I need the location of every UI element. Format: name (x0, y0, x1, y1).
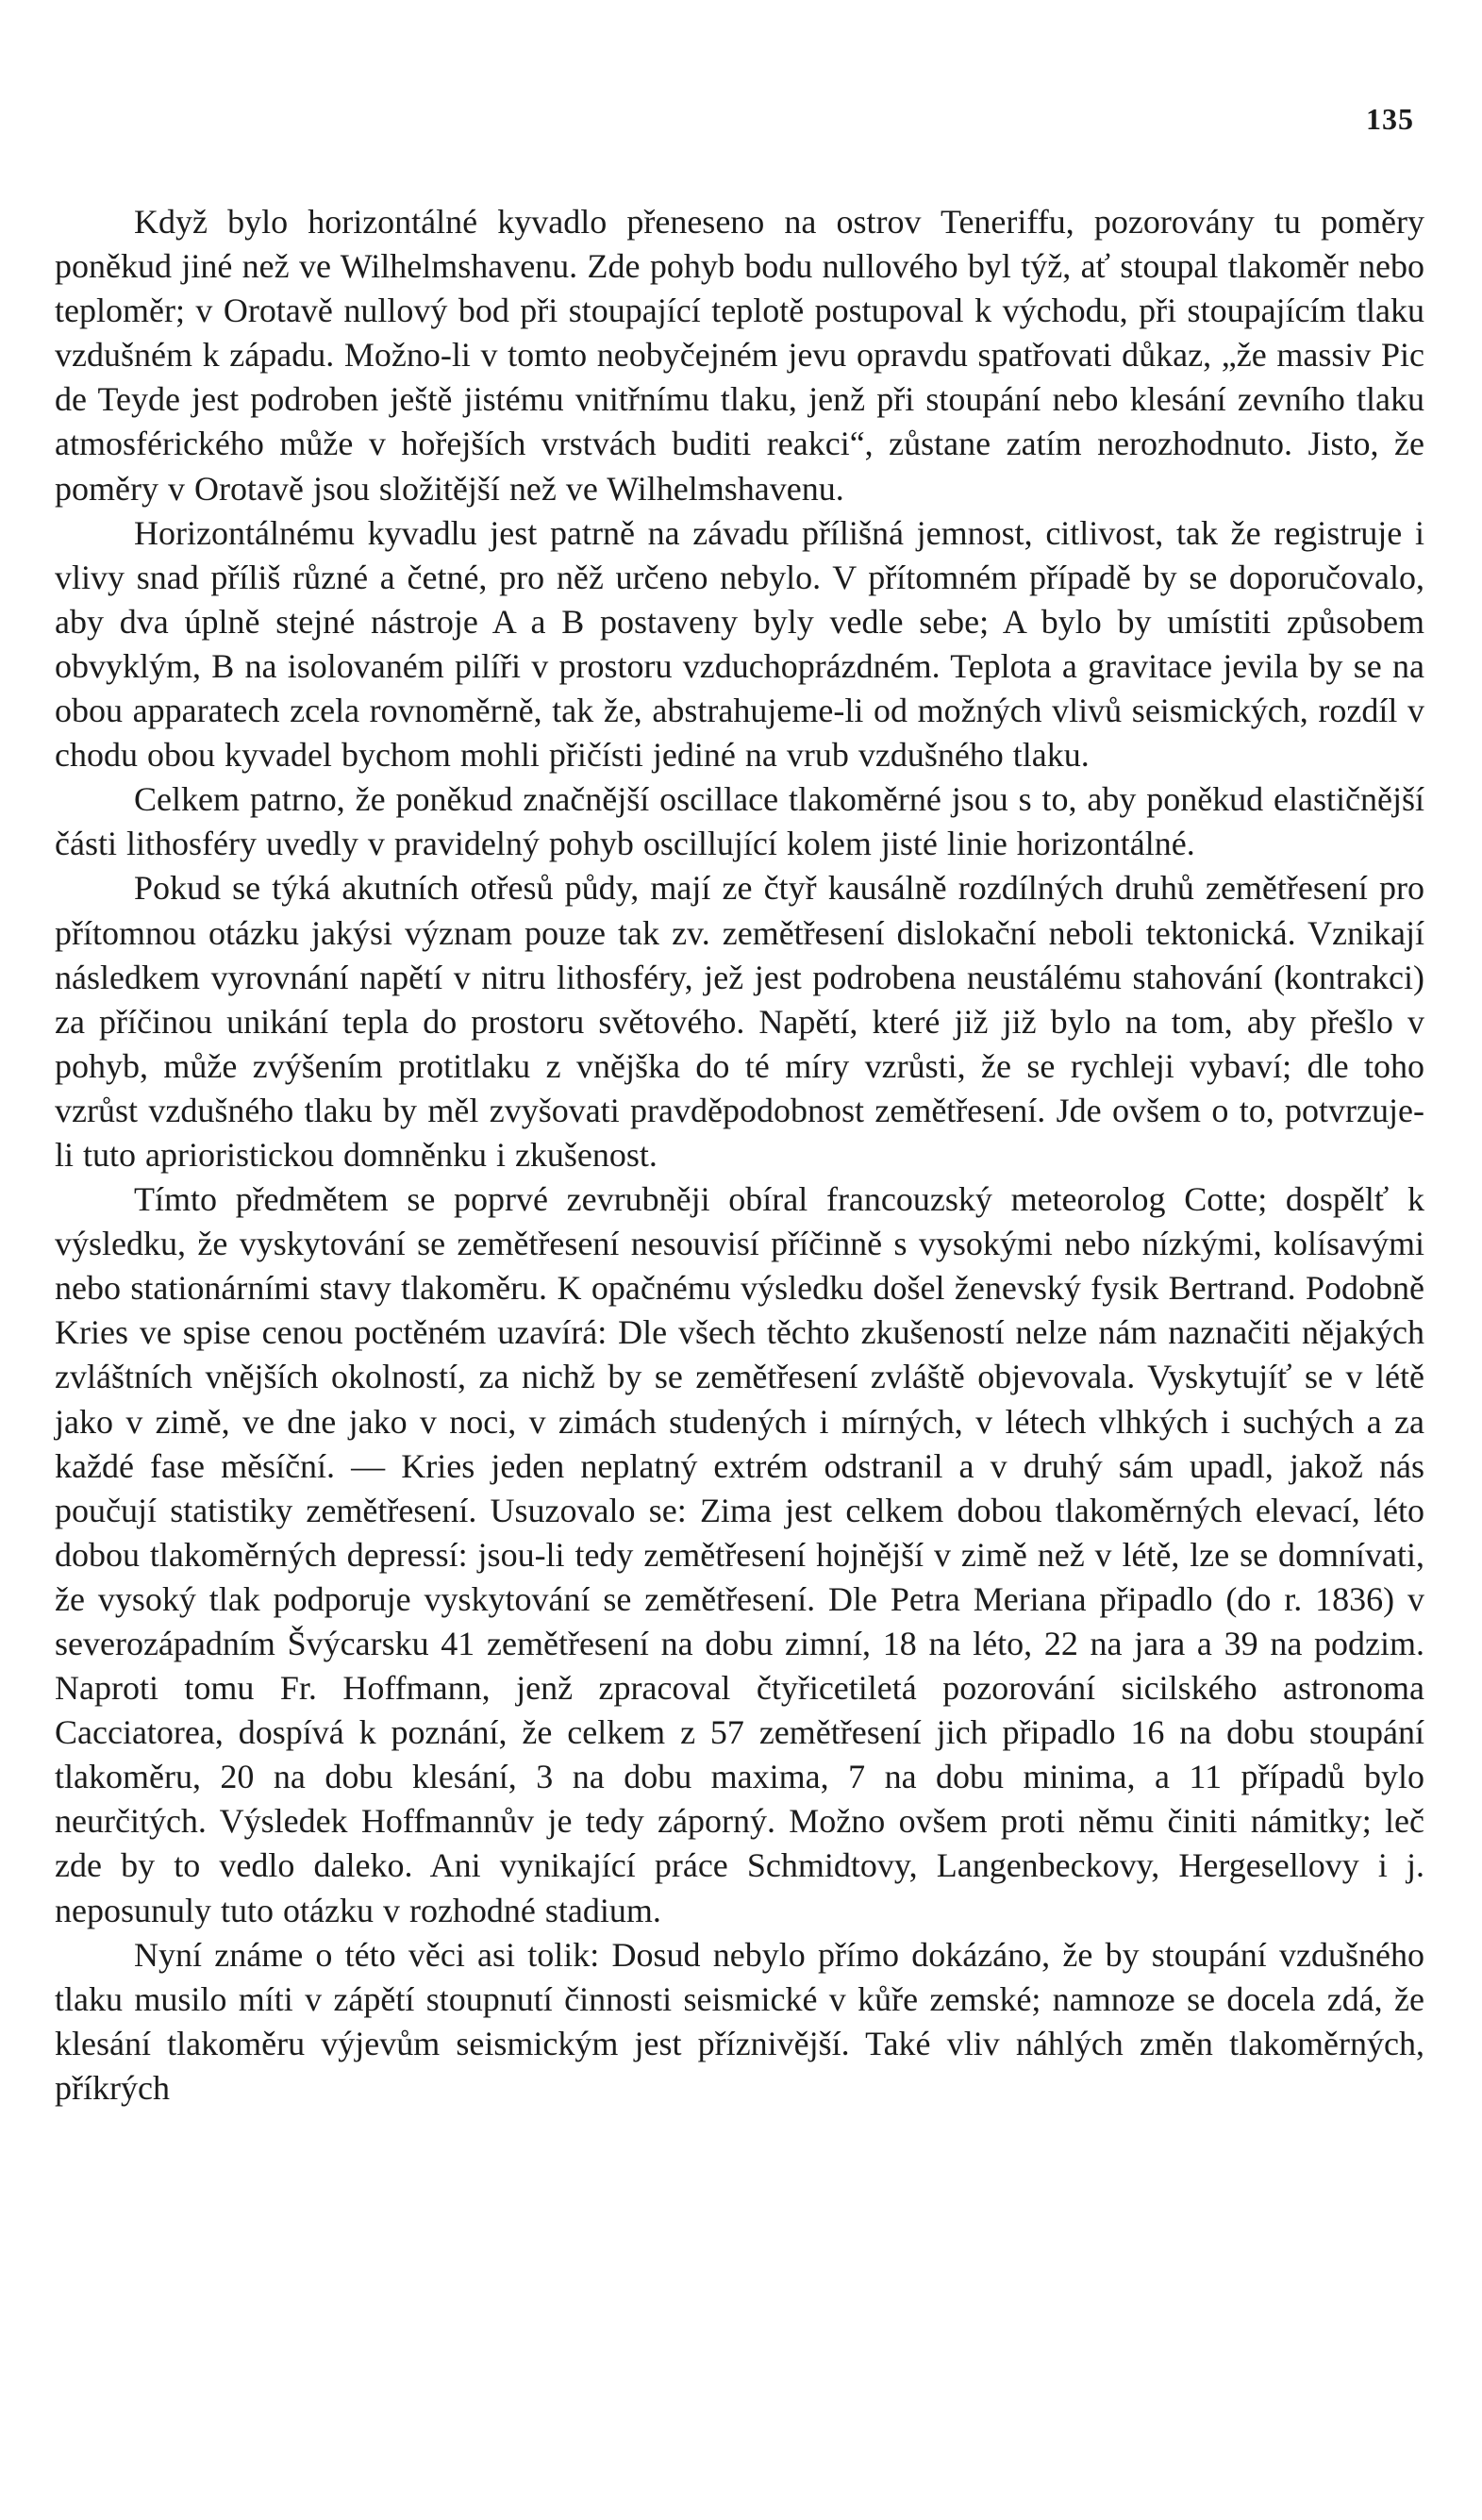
paragraph-5: Tímto předmětem se poprvé zevrubněji obíral francouzský meteorolog Cotte; dospělť k výsledku, že vyskytování se zemětřesení nesouvisí příčinně s vysokými nebo nízkými, kolísavými nebo stationárními stavy tlakoměru. K opačnému výsledku došel ženevský fysik Bertrand. Podobně Kries ve spise cenou poctěném uzavírá: Dle všech těchto zkušeností nelze nám naznačiti nějakých zvláštních vnějších okolností, za nichž by se zemětřesení zvláště objevovala. Vyskytujíť se v létě jako v zimě, ve dne jako v noci, v zimách studených i mírných, v létech vlhkých i suchých a za každé fase měsíční. — Kries jeden neplatný extrém odstranil a v druhý sám upadl, jakož nás poučují statistiky zemětřesení. Usuzovalo se: Zima jest celkem dobou tlakoměrných elevací, léto dobou tlakoměrných depressí: jsou-li tedy zemětřesení hojnější v zimě než v létě, lze se domnívati, že vysoký tlak podporuje vyskytování se zemětřesení. Dle Petra Meriana připadlo (do r. 1836) v severozápadním Švýcarsku 41 zemětřesení na dobu zimní, 18 na léto, 22 na jara a 39 na podzim. Naproti tomu Fr. Hoffmann, jenž zpracoval čtyřicetiletá pozorování sicilského astronoma Cacciatorea, dospívá k poznání, že celkem z 57 zemětřesení jich připadlo 16 na dobu stoupání tlakoměru, 20 na dobu klesání, 3 na dobu maxima, 7 na dobu minima, a 11 případů bylo neurčitých. Výsledek Hoffmannův je tedy záporný. Možno ovšem proti němu činiti námitky; leč zde by to vedlo daleko. Ani vynikající práce Schmidtovy, Langenbeckovy, Hergesellovy i j. neposunuly tuto otázku v rozhodné stadium. (55, 1180, 1424, 1929)
paragraph-1: Když bylo horizontálné kyvadlo přeneseno na ostrov Teneriffu, pozorovány tu poměry poněkud jiné než ve Wilhelmshavenu. Zde pohyb bodu nullového byl týž, ať stoupal tlakoměr nebo teploměr; v Orotavě nullový bod při stoupající teplotě postupoval k východu, při stoupajícím tlaku vzdušném k západu. Možno-li v tomto neobyčejném jevu opravdu spatřovati důkaz, „že massiv Pic de Teyde jest podroben ještě jistému vnitřnímu tlaku, jenž při stoupání nebo klesání zevního tlaku atmosférického může v hořejších vrstvách buditi reakci“, zůstane zatím nerozhodnuto. Jisto, že poměry v Orotavě jsou složitější než ve Wilhelmshavenu. (55, 203, 1424, 508)
page-number: 135 (1366, 102, 1414, 136)
paragraph-4: Pokud se týká akutních otřesů půdy, mají ze čtyř kausálně rozdílných druhů zemětřesení pro přítomnou otázku jakýsi význam pouze tak zv. zemětřesení dislokační neboli tektonická. Vznikají následkem vyrovnání napětí v nitru lithosféry, jež jest podrobena neustálému stahování (kontrakci) za příčinou unikání tepla do prostoru světového. Napětí, které již již bylo na tom, aby přešlo v pohyb, může zvýšením protitlaku z vnějška do té míry vzrůsti, že se rychleji vybaví; dle toho vzrůst vzdušného tlaku by měl zvyšovati pravděpodobnost zemětřesení. Jde ovšem o to, potvrzuje-li tuto aprioristickou domněnku i zkušenost. (55, 869, 1424, 1174)
paragraph-2: Horizontálnému kyvadlu jest patrně na závadu přílišná jemnost, citlivost, tak že registruje i vlivy snad příliš různé a četné, pro něž určeno nebylo. V přítomném případě by se doporučovalo, aby dva úplně stejné nástroje A a B postaveny byly vedle sebe; A bylo by umístiti způsobem obvyklým, B na isolovaném pilíři v prostoru vzduchoprázdném. Teplota a gravitace jevila by se na obou apparatech zcela rovnoměrně, tak že, abstrahujeme-li od možných vlivů seismických, rozdíl v chodu obou kyvadel bychom mohli přičísti jediné na vrub vzdušného tlaku. (55, 513, 1424, 775)
body-text (55, 200, 1424, 2111)
paragraph-3: Celkem patrno, že poněkud značnější oscillace tlakoměrné jsou s to, aby poněkud elastičnější části lithosféry uvedly v pravidelný pohyb oscillující kolem jisté linie horizontálné. (55, 780, 1424, 863)
paragraph-6: Nyní známe o této věci asi tolik: Dosud nebylo přímo dokázáno, že by stoupání vzdušného tlaku musilo míti v zápětí stoupnutí činnosti seismické v kůře zemské; namnoze se docela zdá, že klesání tlakoměru výjevům seismickým jest příznivější. Také vliv náhlých změn tlakoměrných, příkrých (55, 1935, 1424, 2107)
